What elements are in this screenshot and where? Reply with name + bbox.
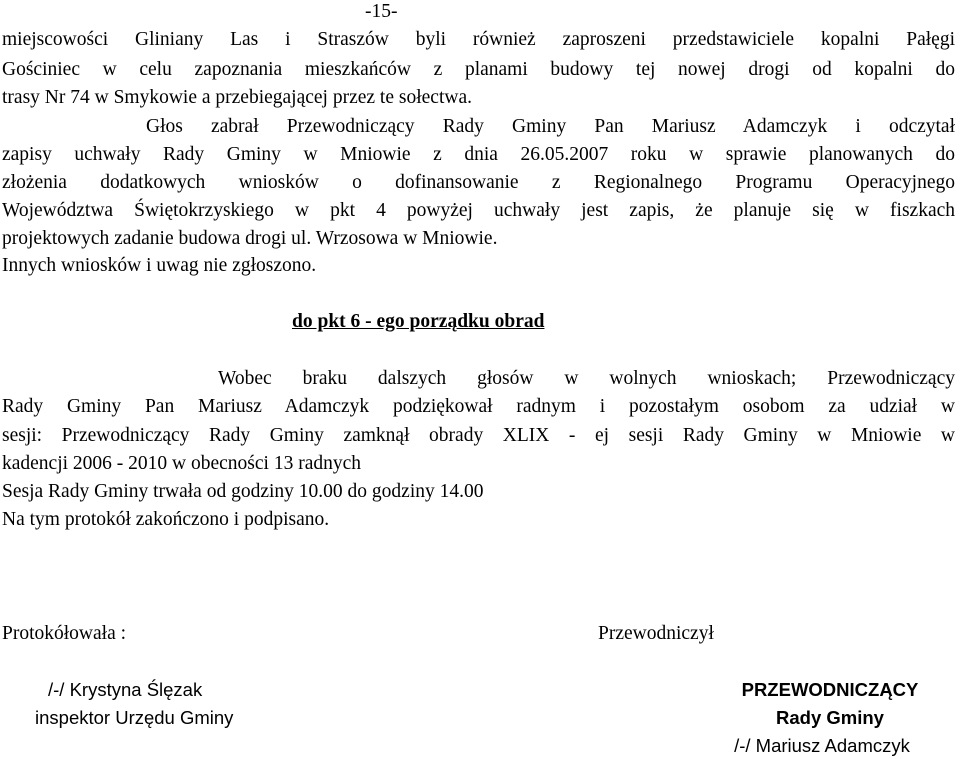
left-signature-label: Protokółowała :: [2, 623, 127, 644]
paragraph1-line-3: trasy Nr 74 w Smykowie a przebiegającej przez te sołectwa.: [2, 87, 472, 108]
right-signature-label: Przewodniczył: [598, 623, 714, 644]
paragraph3-line-3: sesji: Przewodniczący Rady Gminy zamknął obrady XLIX - ej sesji Rady Gminy w Mniowie w: [2, 425, 955, 446]
paragraph3-line-2: Rady Gminy Pan Mariusz Adamczyk podziękował radnym i pozostałym osobom za udział w: [2, 396, 955, 417]
paragraph2-line-3: złożenia dodatkowych wniosków o dofinansowanie z Regionalnego Programu Operacyjnego: [2, 172, 955, 193]
section-heading: do pkt 6 - ego porządku obrad: [292, 311, 545, 332]
paragraph2-line-2: zapisy uchwały Rady Gminy w Mniowie z dnia 26.05.2007 roku w sprawie planowanych do: [2, 144, 955, 165]
paragraph3-line-4: kadencji 2006 - 2010 w obecności 13 radnych: [2, 453, 362, 474]
right-signer-name: /-/ Mariusz Adamczyk: [734, 735, 910, 756]
paragraph3-line-6: Na tym protokół zakończono i podpisano.: [2, 509, 330, 530]
paragraph3-line-1: Wobec braku dalszych głosów w wolnych wnioskach; Przewodniczący: [218, 368, 955, 389]
paragraph2-line-5: projektowych zadanie budowa drogi ul. Wrzosowa w Mniowie.: [2, 228, 498, 249]
paragraph2-line-1: Głos zabrał Przewodniczący Rady Gminy Pan Mariusz Adamczyk i odczytał: [146, 116, 955, 137]
paragraph1-line-1: miejscowości Gliniany Las i Straszów byli również zaproszeni przedstawiciele kopalni Pałęgi: [2, 29, 955, 50]
paragraph2-line-4: Województwa Świętokrzyskiego w pkt 4 powyżej uchwały jest zapis, że planuje się w fiszkach: [2, 200, 955, 221]
right-signer-organ: Rady Gminy: [776, 707, 884, 728]
paragraph3-line-5: Sesja Rady Gminy trwała od godziny 10.00 do godziny 14.00: [2, 481, 484, 502]
left-signer-title: inspektor Urzędu Gminy: [35, 707, 234, 728]
paragraph2-line-6: Innych wniosków i uwag nie zgłoszono.: [2, 255, 317, 276]
right-signer-title: PRZEWODNICZĄCY: [741, 679, 919, 700]
paragraph1-line-2: Gościniec w celu zapoznania mieszkańców z planami budowy tej nowej drogi od kopalni do: [2, 59, 955, 80]
page-number: -15-: [365, 1, 398, 22]
left-signer-name: /-/ Krystyna Ślęzak: [48, 679, 203, 700]
